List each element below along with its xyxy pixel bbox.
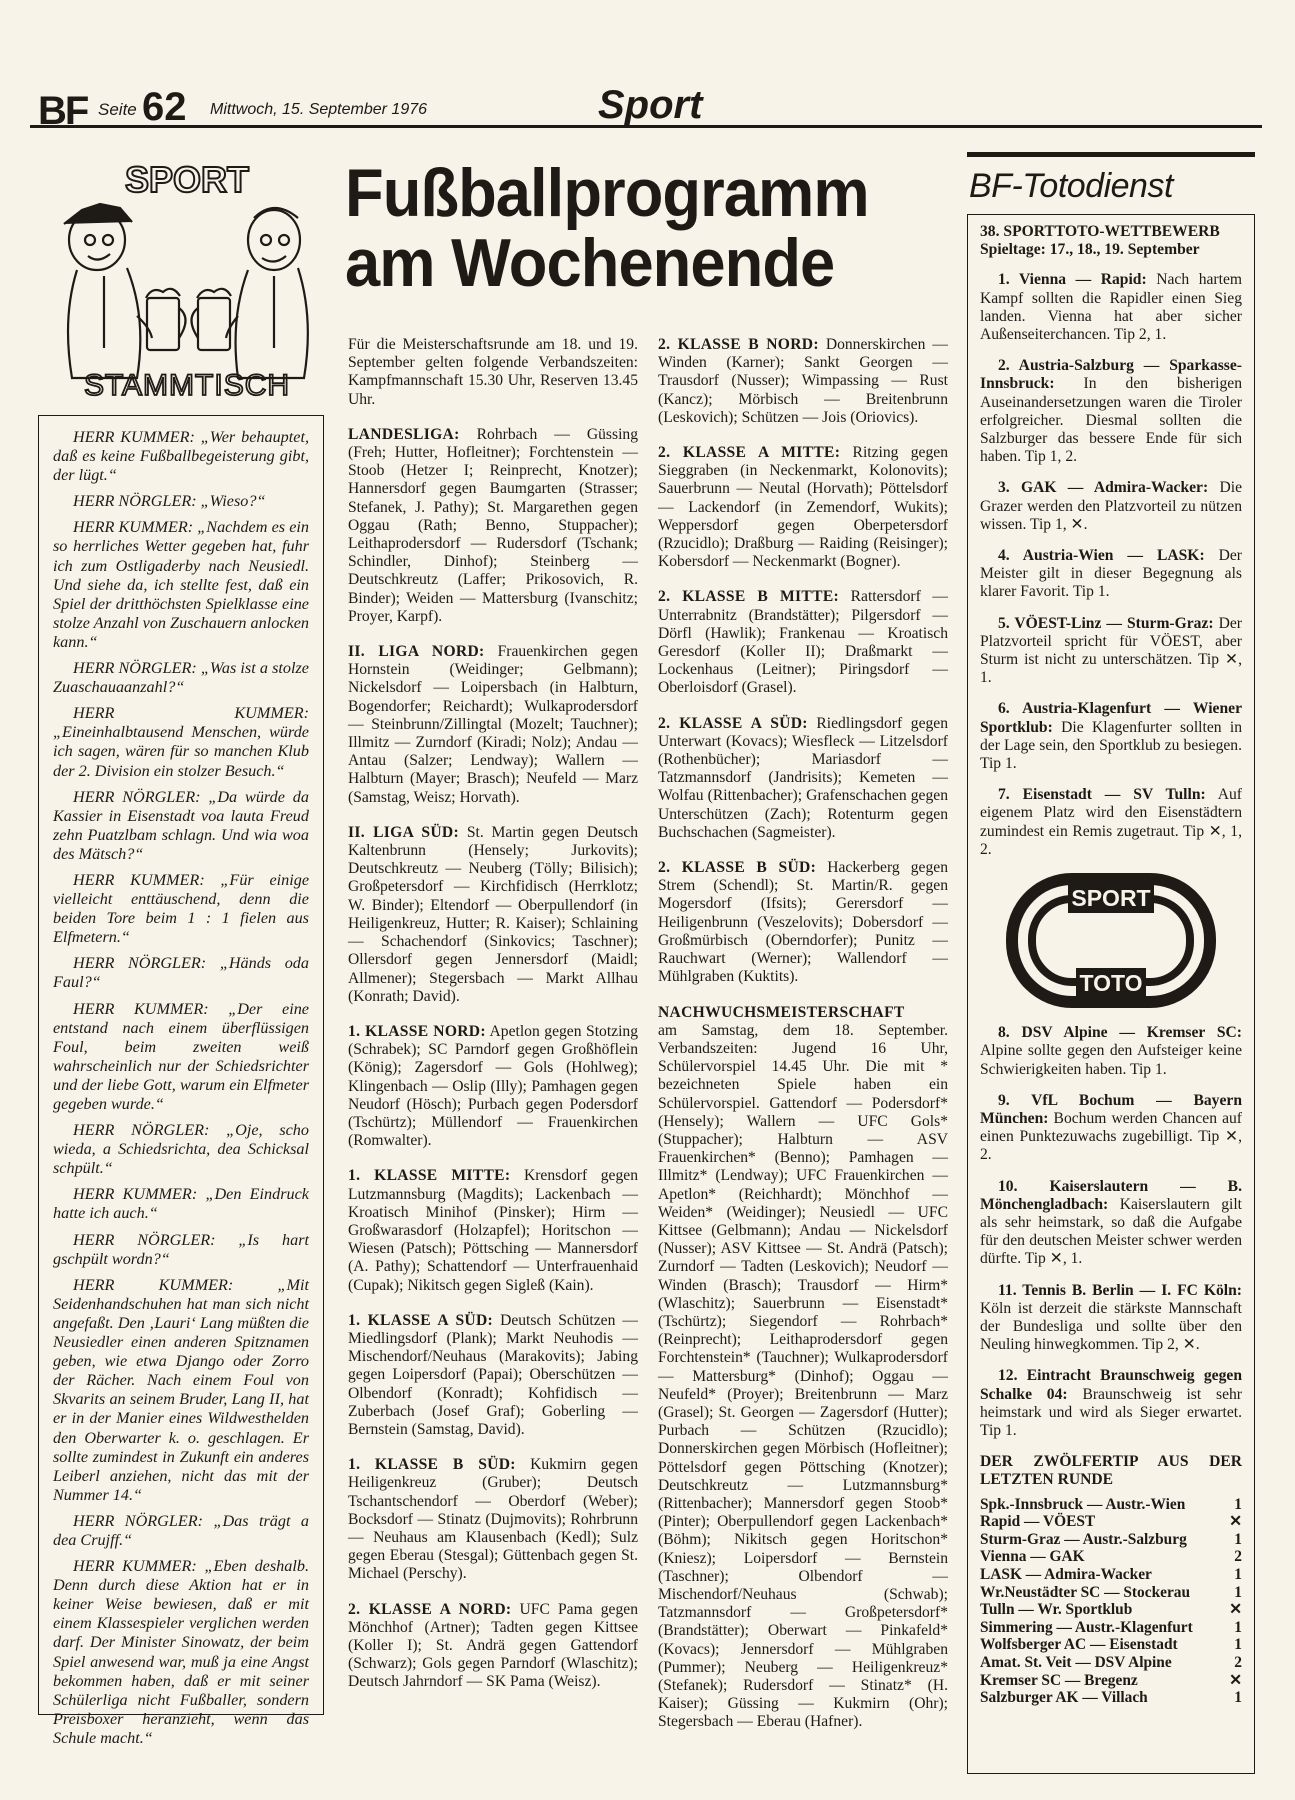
zwoelfertip-row — [980, 1513, 1242, 1531]
page-number: 62 — [142, 85, 187, 129]
zwoelfertip-result: 2 — [1234, 1548, 1242, 1566]
zwoelfertip-result: ✕ — [1229, 1671, 1242, 1689]
fixture-paragraph: 2. KLASSE B SÜD: Hackerberg gegen Strem (Schendl); St. Martin/R. gegen Mogersdorf (Ifsits); Gerersdorf — Heiligenbrunn (Veszelovits); Dobersdorf — Großmürbisch (Oberndorfer); Punitz — Rauchwart (Werner); Wallendorf — Mühlgraben (Kuktits). — [658, 859, 948, 986]
zwoelfertip-match: Vienna — GAK — [980, 1548, 1085, 1566]
dialogue-line: HERR NÖRGLER: „Da würde da Kassier in Eisenstadt voa lauta Freud zehn Puatzlbam schlagn. Und wia woa des Mätsch?“ — [53, 787, 309, 863]
toto-tip: 10. Kaiserslautern — B. Mönchengladbach: Kaiserslautern gilt als sehr heimstark, so daß die Aufgabe für den deutschen Meister schwer werden dürfte. Tip ✕, 1. — [980, 1177, 1242, 1268]
zwoelfertip-match: Sturm-Graz — Austr.-Salzburg — [980, 1530, 1187, 1548]
newspaper-logo: BF — [38, 89, 88, 133]
toto-spieltage: Spieltage: 17., 18., 19. September — [980, 241, 1200, 259]
zwoelfertip-result: 1 — [1234, 1583, 1242, 1601]
zwoelfertip-row — [980, 1531, 1242, 1549]
toto-tip: 7. Eisenstadt — SV Tulln: Auf eigenem Platz wird den Eisenstädtern zumindest ein Remis zugetraut. Tip ✕, 1, 2. — [980, 786, 1242, 858]
zwoelfertip-match: Wr.Neustädter SC — Stockerau — [980, 1583, 1191, 1601]
page-label: Seite — [98, 100, 137, 119]
zwoelfertip-row — [980, 1601, 1242, 1619]
sporttoto-logo-bottom: TOTO — [1079, 970, 1143, 997]
dialogue-line: HERR NÖRGLER: „Is hart gschpült wordn?“ — [53, 1230, 309, 1268]
headline-line-2: am Wochenende — [345, 225, 835, 301]
zwoelfertip-row — [980, 1654, 1242, 1672]
dialogue-line: HERR KUMMER: „Für einige vielleicht enttäuschend, denn die beiden Tore beim 1 : 1 fielen aus Elfmetern.“ — [53, 870, 309, 947]
dialogue-line: HERR KUMMER: „Mit Seidenhandschuhen hat man sich nicht angefaßt. Den ‚Lauri‘ Lang müßten die Neusiedler einen anderen Spitznamen geben, wie etwa Django oder Zorro der Rächer. Nach einem Foul von Skvarits an seinem Bruder, Lang II, hat er in der Manier eines Wildwesthelden den Oberwarter k. o. geschlagen. Er sollte zumindest in Zukunft ein anderes Leiberl anziehen, nicht das mit der Nummer 14.“ — [53, 1275, 309, 1504]
toto-tip: 3. GAK — Admira-Wacker: Die Grazer werden den Platzvorteil zu nützen wissen. Tip 1, ✕. — [980, 479, 1242, 533]
dialogue-line: HERR NÖRGLER: „Oje, scho wieda, a Schiedsrichta, dea Schicksal schpült.“ — [53, 1121, 309, 1178]
zwoelfertip-result: 1 — [1234, 1565, 1242, 1583]
toto-tip: 2. Austria-Salzburg — Sparkasse-Innsbruck: In den bisherigen Auseinandersetzungen waren die Tiroler erfolgreicher. Diesmal sollten die Salzburger das bessere Ende für sich haben. Tip 1, 2. — [980, 357, 1242, 466]
fixture-paragraph: 2. KLASSE A MITTE: Ritzing gegen Sieggraben (in Neckenmarkt, Kolonovits); Sauerbrunn — Neutal (Horvath); Pöttelsdorf — Lackendorf (in Zemendorf, Wukits); Weppersdorf gegen Oberpetersdorf (Rzucidlo); Draßburg — Raiding (Reisinger); Kobersdorf — Neckenmarkt (Bogner). — [658, 444, 948, 571]
dialogue-line: HERR NÖRGLER: „Händs oda Faul?“ — [53, 954, 309, 992]
toto-title: BF-Totodienst — [969, 167, 1173, 205]
zwoelfertip-match: LASK — Admira-Wacker — [980, 1565, 1152, 1583]
fixture-paragraph: NACHWUCHSMEISTERSCHAFT am Samstag, dem 18. September. Verbandszeiten: Jugend 16 Uhr, Schülervorspiel 14.45 Uhr. Die mit * bezeichneten Spiele haben ein Schülervorspiel. Gattendorf — Podersdorf* (Hensely); Wallern — UFC Gols* (Stuppacher); Halbturn — ASV Frauenkirchen* (Benno); Pamhagen — Illmitz* (Lendway); UFC Frauenkirchen — Apetlon* (Reichhardt); Mönchhof — Weiden* (Weidinger); Neusiedl — UFC Kittsee (Gelbmann); Andau — Nickelsdorf (Nusser); ASV Kittsee — St. Andrä (Patsch); Zurndorf — Tadten (Leskovich); Neudorf — Winden (Brasch); Trausdorf — Hirm* (Wlaschitz); Sauerbrunn — Eisenstadt* (Tschürtz); Siegendorf — Rohrbach* (Reinprecht); Leithaprodersdorf gegen Forchtenstein* (Tauchner); Wulkaprodersdorf — Mattersburg* (Dinhof); Oggau — Neufeld* (Proyer); Breitenbrunn — Marz (Grasel); St. Georgen — Zagersdorf (Hutter); Purbach — Schützen (Rzucidlo); Donnerskirchen gegen Mörbisch (Hofleitner); Pöttelsdorf gegen Pöttsching (Knotzer); Deutschkreutz — Lutzmannsburg* (Rittenbacher); Mannersdorf gegen Stoob* (Pinter); Oberpullendorf gegen Lackenbach* (Böhm); Nikitsch gegen Horitschon* (Kniesz); Loipersdorf — Bernstein (Taschner); Olbendorf — Mischendorf/Neuhaus (Schwab); Tatzmannsdorf — Großpetersdorf* (Brandstätter); Oberwart — Pinkafeld* (Kovacs); Jennersdorf — Mühlgraben (Pummer); Neuberg — Heiligenkreuz* (Stefanek); Rudersdorf — Stinatz* (H. Kaiser); Güssing — Kukmirn (Ohr); Stegersbach — Eberau (Hafner). — [658, 1003, 948, 1731]
zwoelfertip-match: Wolfsberger AC — Eisenstadt — [980, 1636, 1178, 1654]
toto-tip: 6. Austria-Klagenfurt — Wiener Sportklub: Die Klagenfurter sollten in der Lage sein, den Sportklub zu besiegen. Tip 1. — [980, 700, 1242, 773]
headline-line-1: Fußballprogramm — [345, 155, 869, 231]
issue-date: Mittwoch, 15. September 1976 — [210, 101, 428, 118]
toto-tip: 9. VfL Bochum — Bayern München: Bochum werden Chancen auf einen Punktezuwachs zugebilligt. Tip ✕, 2. — [980, 1091, 1242, 1164]
zwoelfertip-row — [980, 1689, 1242, 1707]
zwoelfertip-title: DER ZWÖLFERTIP AUS DER LETZTEN RUNDE — [980, 1453, 1242, 1489]
fixture-paragraph: 2. KLASSE A NORD: UFC Pama gegen Mönchhof (Artner); Tadten gegen Kittsee (Koller I); St. Andrä gegen Gattendorf (Schwarz); Gols gegen Parndorf (Wlaschitz); Deutsch Jahrndorf — SK Pama (Weisz). — [348, 1600, 638, 1691]
dialogue-line: HERR NÖRGLER: „Wieso?“ — [73, 492, 266, 511]
zwoelfertip-row — [980, 1496, 1242, 1514]
zwoelfertip-result: ✕ — [1229, 1601, 1242, 1619]
toto-tip: 1. Vienna — Rapid: Nach hartem Kampf sollten die Rapidler einen Sieg landen. Vienna hat aber sicher Außenseiterchancen. Tip 2, 1. — [980, 271, 1242, 344]
fixture-paragraph: 2. KLASSE A SÜD: Riedlingsdorf gegen Unterwart (Kovacs); Wiesfleck — Litzelsdorf (Rothenbücher); Mariasdorf — Tatzmannsdorf (Jandrisits); Kemeten — Wolfau (Rittenbacher); Grafenschachen gegen Unterschützen (Zach); Rotenturm gegen Buchschachen (Sagmeister). — [658, 714, 949, 841]
zwoelfertip-result: 1 — [1234, 1636, 1242, 1654]
zwoelfertip-row — [980, 1584, 1242, 1602]
zwoelfertip-result: 1 — [1234, 1689, 1242, 1707]
toto-tip: 8. DSV Alpine — Kremser SC: Alpine sollte gegen den Aufsteiger keine Schwierigkeiten haben. Tip 1. — [980, 1024, 1242, 1078]
fixture-paragraph: 2. KLASSE B MITTE: Rattersdorf — Unterrabnitz (Brandstätter); Pilgersdorf — Dörfl (Hawlik); Frankenau — Kroatisch Geresdorf (Koller II); Draßmarkt — Lockenhaus (Leitner); Piringsdorf — Oberloisdorf (Grasel). — [658, 588, 948, 697]
sporttoto-logo-top: SPORT — [1071, 885, 1151, 912]
zwoelfertip-result: ✕ — [1229, 1513, 1242, 1531]
zwoelfertip-result: 1 — [1234, 1495, 1242, 1513]
toto-sidebar — [967, 152, 1255, 1774]
toto-tip: 12. Eintracht Braunschweig gegen Schalke 04: Braunschweig ist sehr heimstark und wird als Sieger erwartet. Tip 1. — [980, 1367, 1242, 1439]
zwoelfertip-row — [980, 1672, 1242, 1690]
fixture-paragraph: LANDESLIGA: Rohrbach — Güssing (Freh; Hutter, Hofleitner); Forchtenstein — Stoob (Hetzer I; Reinprecht, Knotzer); Hannersdorf gegen Baumgarten (Strasser; Stefanek, J. Pathy); St. Margarethen gegen Oggau (Rath; Benno, Stuppacher); Leithaprodersdorf — Rudersdorf (Tschank; Schindler, Dinhof); Steinberg — Deutschkreutz (Laffer; Prikosovich, R. Binder); Weiden — Mattersburg (Ivanschitz; Proyer, Karpf). — [348, 425, 638, 625]
zwoelfertip-match: Tulln — Wr. Sportklub — [980, 1601, 1133, 1619]
stammtisch-cartoon-illustration — [42, 148, 332, 403]
zwoelfertip-result: 1 — [1234, 1618, 1242, 1636]
cartoon-bottom-word: STAMMTISCH — [83, 369, 291, 402]
sporttoto-logo — [1006, 873, 1216, 1008]
toto-tip: 4. Austria-Wien — LASK: Der Meister gilt in dieser Begegnung als klarer Favorit. Tip 1. — [980, 547, 1242, 601]
zwoelfertip-result: 1 — [1234, 1530, 1242, 1548]
dialogue-line: HERR NÖRGLER: „Was ist a stolze Zuaschauaanzahl?“ — [53, 659, 309, 697]
zwoelfertip-match: Amat. St. Veit — DSV Alpine — [980, 1653, 1172, 1671]
dialogue-line: HERR KUMMER: „Eineinhalbtausend Menschen, würde ich sagen, wären für so manchen Klub der 2. Division ein stolzer Besuch.“ — [53, 704, 309, 780]
article-headline — [345, 155, 894, 301]
dialogue-line: HERR KUMMER: „Der eine entstand nach einem überflüssigen Foul, beim zweiten weiß wahrscheinlich nur der Schiedsrichter und der liebe Gott, warum ein Elfmeter gegeben wurde.“ — [53, 999, 309, 1113]
fixture-paragraph: 1. KLASSE A SÜD: Deutsch Schützen — Miedlingsdorf (Plank); Markt Neuhodis — Mischendorf/Neuhaus (Marakovits); Jabing gegen Loipersdorf (Papai); Oberschützen — Olbendorf (Konradt); Kohfidisch — Zuberbach (Josef Graf); Goberling — Bernstein (Samstag, David). — [348, 1311, 638, 1438]
toto-tip: 5. VÖEST-Linz — Sturm-Graz: Der Platzvorteil spricht für VÖEST, aber Sturm ist nicht zu unterschätzen. Tip ✕, 1. — [980, 614, 1242, 687]
dialogue-line: HERR KUMMER: „Den Eindruck hatte ich auch.“ — [53, 1185, 309, 1223]
zwoelfertip-result: 2 — [1234, 1653, 1242, 1671]
zwoelfertip-match: Salzburger AK — Villach — [980, 1689, 1148, 1707]
fixture-paragraph: 1. KLASSE NORD: Apetlon gegen Stotzing (Schrabek); SC Parndorf gegen Großhöflein (König); Zagersdorf — Gols (Hohlweg); Klingenbach — Oslip (Illy); Pamhagen gegen Neudorf (Hösch); Purbach gegen Podersdorf (Tschürtz); Müllendorf — Frauenkirchen (Romwalter). — [348, 1022, 639, 1150]
toto-wettbewerb: 38. SPORTTOTO-WETTBEWERB — [980, 223, 1220, 240]
zwoelfertip-row — [980, 1548, 1242, 1566]
zwoelfertip-match: Rapid — VÖEST — [980, 1513, 1096, 1531]
fixture-paragraph: 1. KLASSE MITTE: Krensdorf gegen Lutzmannsburg (Magdits); Lackenbach — Kroatisch Minihof (Pinsker); Hirm — Großwarasdorf (Holzapfel); Horitschon — Wiesen (Patsch); Pöttsching — Mannersdorf (A. Pathy); Schattendorf — Unterfrauenhaid (Cupak); Nikitsch gegen Sigleß (Kain). — [348, 1167, 638, 1294]
dialogue-line: HERR KUMMER: „Nachdem es ein so herrliches Wetter gegeben hat, fuhr ich zum Ostligaderby nach Neusiedl. Und siehe da, ich stellte fest, daß ein Spiel der dritthöchsten Spielklasse eine stolze Anzahl von Zuschauern anlocken kann.“ — [53, 518, 309, 651]
fixtures-column-2 — [348, 336, 638, 1709]
fixture-paragraph: II. LIGA NORD: Frauenkirchen gegen Hornstein (Weidinger; Gelbmann); Nickelsdorf — Loipersbach (in Halbturn, Bogendorfer; Reichardt); Wulkaprodersdorf — Steinbrunn/Zillingtal (Mozelt; Tauchner); Illmitz — Zurndorf (Kiradi; Nolz); Andau — Antau (Salzer; Lendway); Wallern — Halbturn (Mayer; Brasch); Neufeld — Marz (Samstag, Weisz; Horvath). — [348, 643, 638, 806]
section-title: Sport — [598, 83, 703, 127]
zwoelfertip-row — [980, 1566, 1242, 1584]
zwoelfertip-match: Kremser SC — Bregenz — [980, 1671, 1138, 1689]
fixture-paragraph: 2. KLASSE B NORD: Donnerskirchen — Winden (Karner); Sankt Georgen — Trausdorf (Nusser); Wimpassing — Rust (Kancz); Mörbisch — Breitenbrunn (Leskovich); Schützen — Jois (Oriovics). — [658, 336, 948, 426]
dialogue-line: HERR KUMMER: „Eben deshalb. Denn durch diese Aktion hat er in keiner Weise bewiesen, daß er mit einem Klassespieler verglichen werden darf. Der Minister Sinowatz, der beim Spiel anwesend war, muß ja eine Angst bekommen haben, daß er mit seiner Schülerliga nicht Fußballer, sondern Preisboxer heranzieht, wenn das Schule macht.“ — [53, 1557, 309, 1747]
fixture-paragraph: 1. KLASSE B SÜD: Kukmirn gegen Heiligenkreuz (Gruber); Deutsch Tschantschendorf — Oberdorf (Weber); Bocksdorf — Stinatz (Dujmovits); Rohrbrunn — Neuhaus am Klausenbach (Kedl); Sulz gegen Eberau (Stesgal); Güttenbach gegen St. Michael (Perschy). — [348, 1456, 638, 1583]
zwoelfertip-match: Spk.-Innsbruck — Austr.-Wien — [980, 1495, 1186, 1513]
zwoelfertip-row — [980, 1619, 1242, 1637]
toto-competition-header — [980, 223, 1242, 259]
toto-tip: 11. Tennis B. Berlin — I. FC Köln: Köln ist derzeit die stärkste Mannschaft der Bundesliga und sollte über den Neuling hinwegkommen. Tip 2, ✕. — [980, 1281, 1242, 1354]
stammtisch-dialogue-box — [38, 415, 324, 1747]
fixture-paragraph: Für die Meisterschaftsrunde am 18. und 19. September gelten folgende Verbandszeiten: Kampfmannschaft 15.30 Uhr, Reserven 13.45 Uhr. — [348, 336, 638, 408]
zwoelfertip-table — [980, 1496, 1242, 1707]
fixtures-column-3 — [658, 336, 948, 1749]
toto-top-rule — [967, 152, 1255, 157]
dialogue-line: HERR KUMMER: „Wer behauptet, daß es keine Fußballbegeisterung gibt, der lügt.“ — [53, 428, 309, 485]
dialogue-line: HERR NÖRGLER: „Das trägt a dea Crujff.“ — [53, 1511, 309, 1549]
cartoon-top-word: SPORT — [124, 159, 250, 200]
zwoelfertip-row — [980, 1636, 1242, 1654]
fixture-paragraph: II. LIGA SÜD: St. Martin gegen Deutsch Kaltenbrunn (Hensely; Jurkovits); Deutschkreutz — Neuberg (Tölly; Bilisich); Großpetersdorf — Kirchfidisch (Herrklotz; W. Binder); Eltendorf — Oberpullendorf (in Heiligenkreuz, Hutter; R. Kaiser); Schlaining — Schachendorf (Sinkovics; Taschner); Ollersdorf gegen Jennersdorf (Maidl; Allmener); Stegersbach — Markt Allhau (Konrath; David). — [348, 823, 638, 1005]
page-header — [30, 75, 1262, 133]
toto-box — [967, 214, 1255, 1774]
zwoelfertip-match: Simmering — Austr.-Klagenfurt — [980, 1618, 1193, 1636]
